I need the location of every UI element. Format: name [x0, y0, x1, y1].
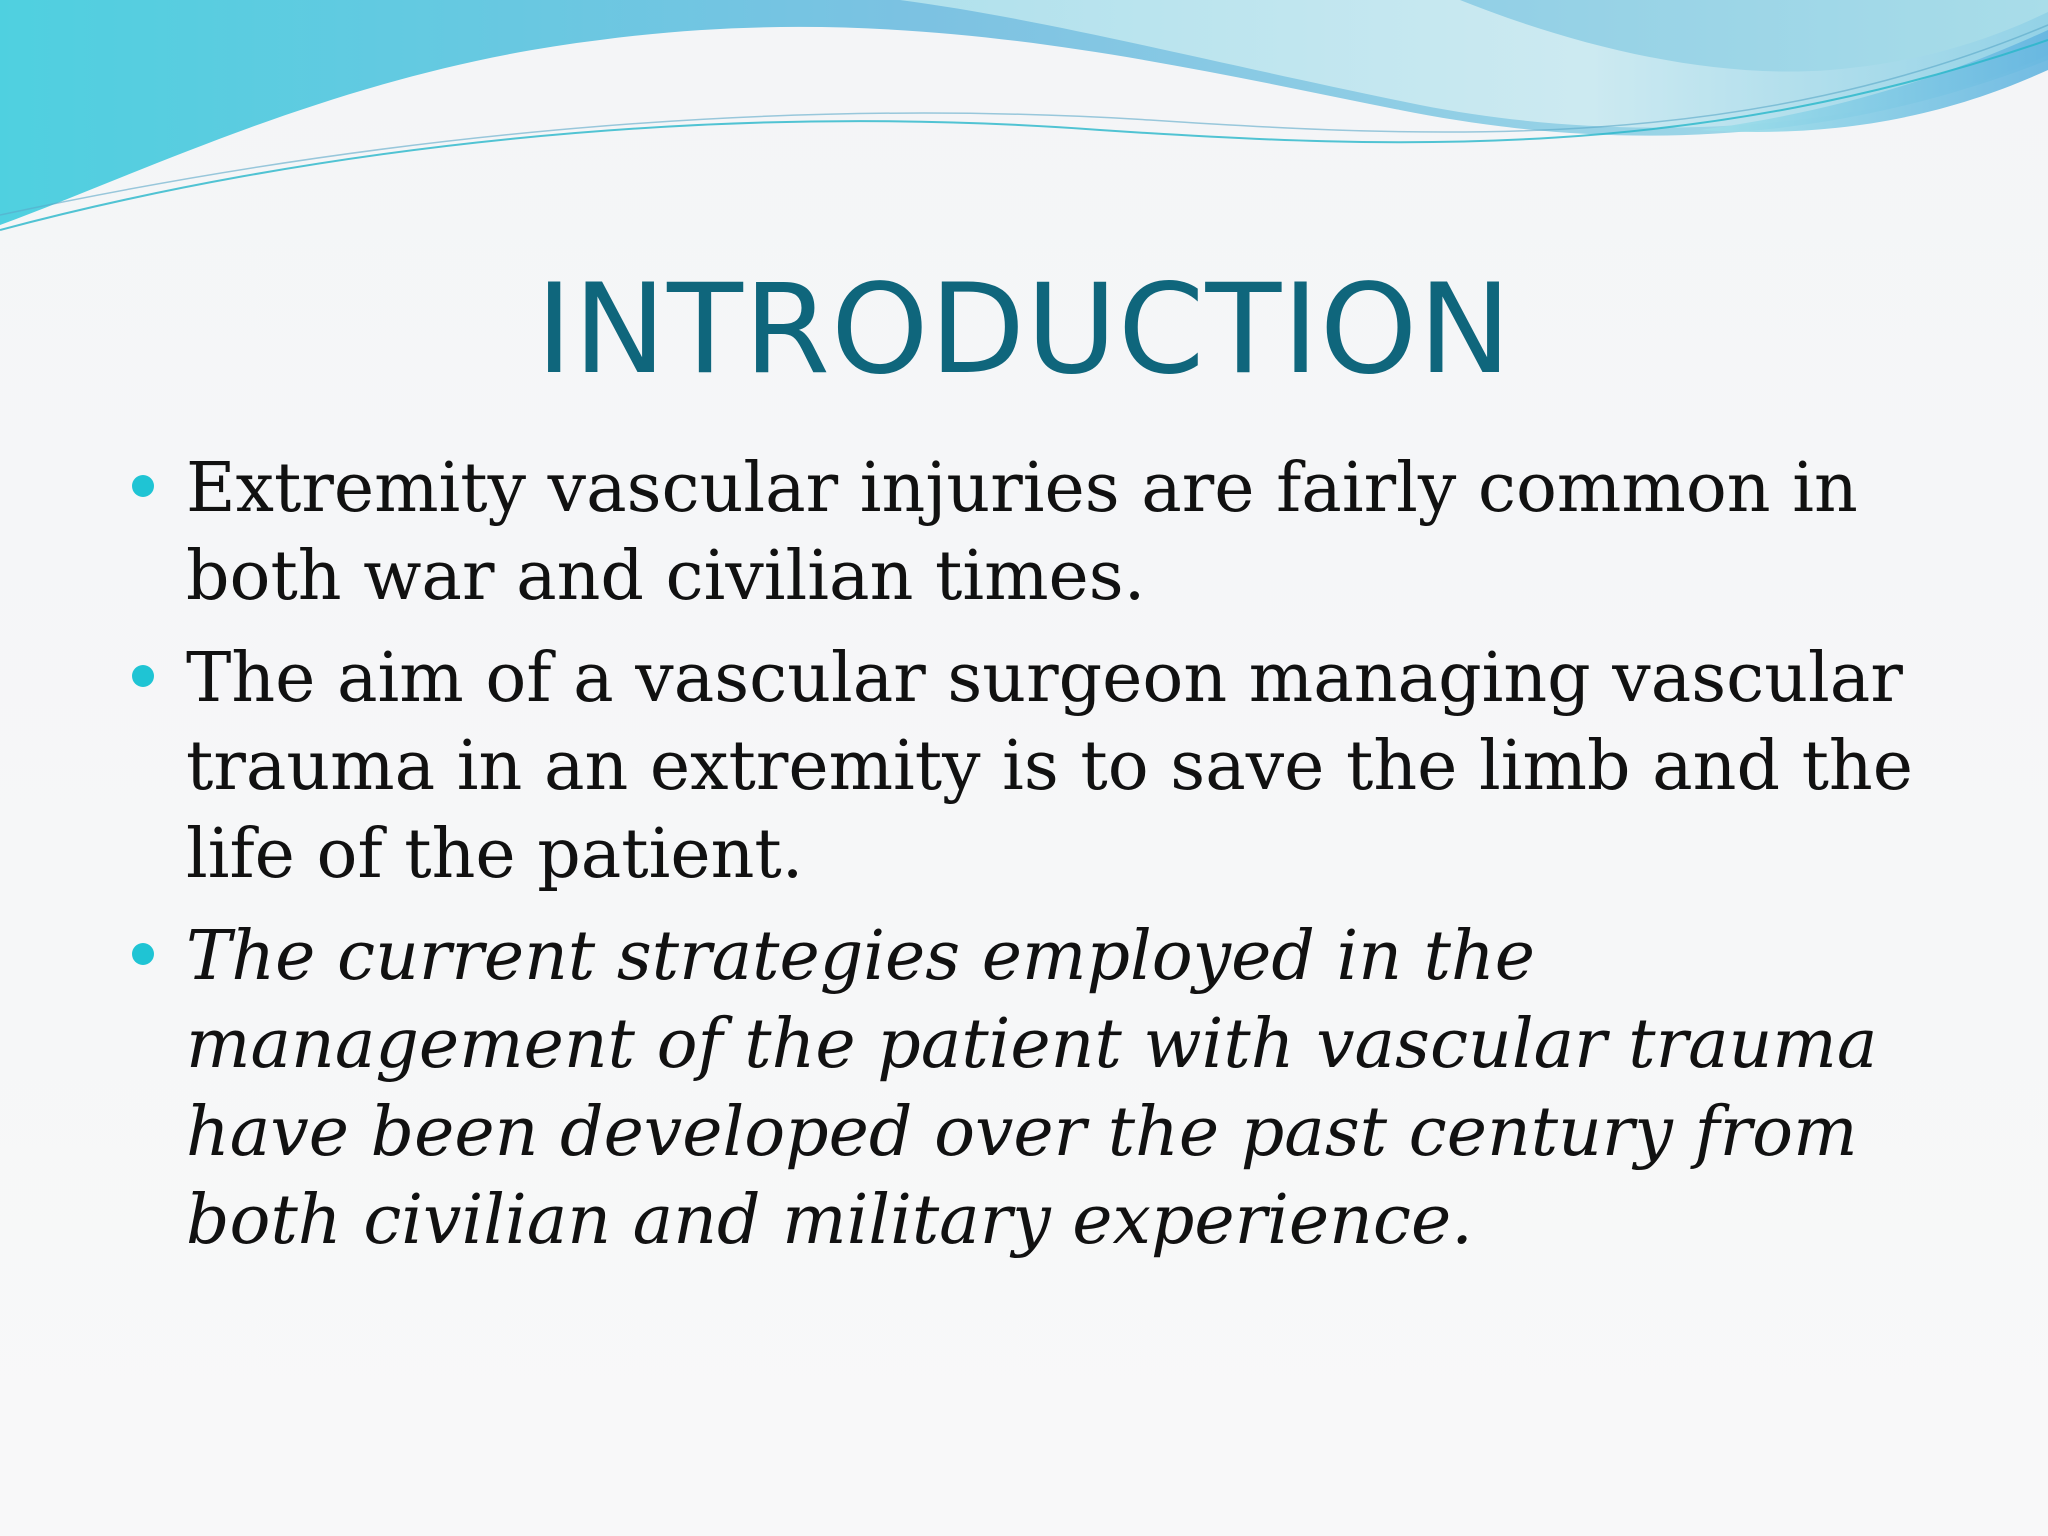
bullet-dot-icon [132, 665, 154, 687]
slide-title: INTRODUCTION [535, 258, 1513, 402]
bullet-item [128, 913, 1938, 1265]
bullet-text: The current strategies employed in the management of the patient with vascular trauma have been developed over the past century from both civilian and military experience. [186, 917, 1878, 1260]
bullet-list [128, 445, 1938, 1279]
bullet-text: Extremity vascular injuries are fairly common in both war and civilian times. [186, 449, 1858, 616]
bullet-dot-icon [132, 943, 154, 965]
bullet-dot-icon [132, 475, 154, 497]
bullet-item [128, 635, 1938, 899]
bullet-item [128, 445, 1938, 621]
header-wave-decoration [0, 0, 2048, 240]
bullet-text: The aim of a vascular surgeon managing vascular trauma in an extremity is to save the limb and the life of the patient. [186, 639, 1913, 894]
